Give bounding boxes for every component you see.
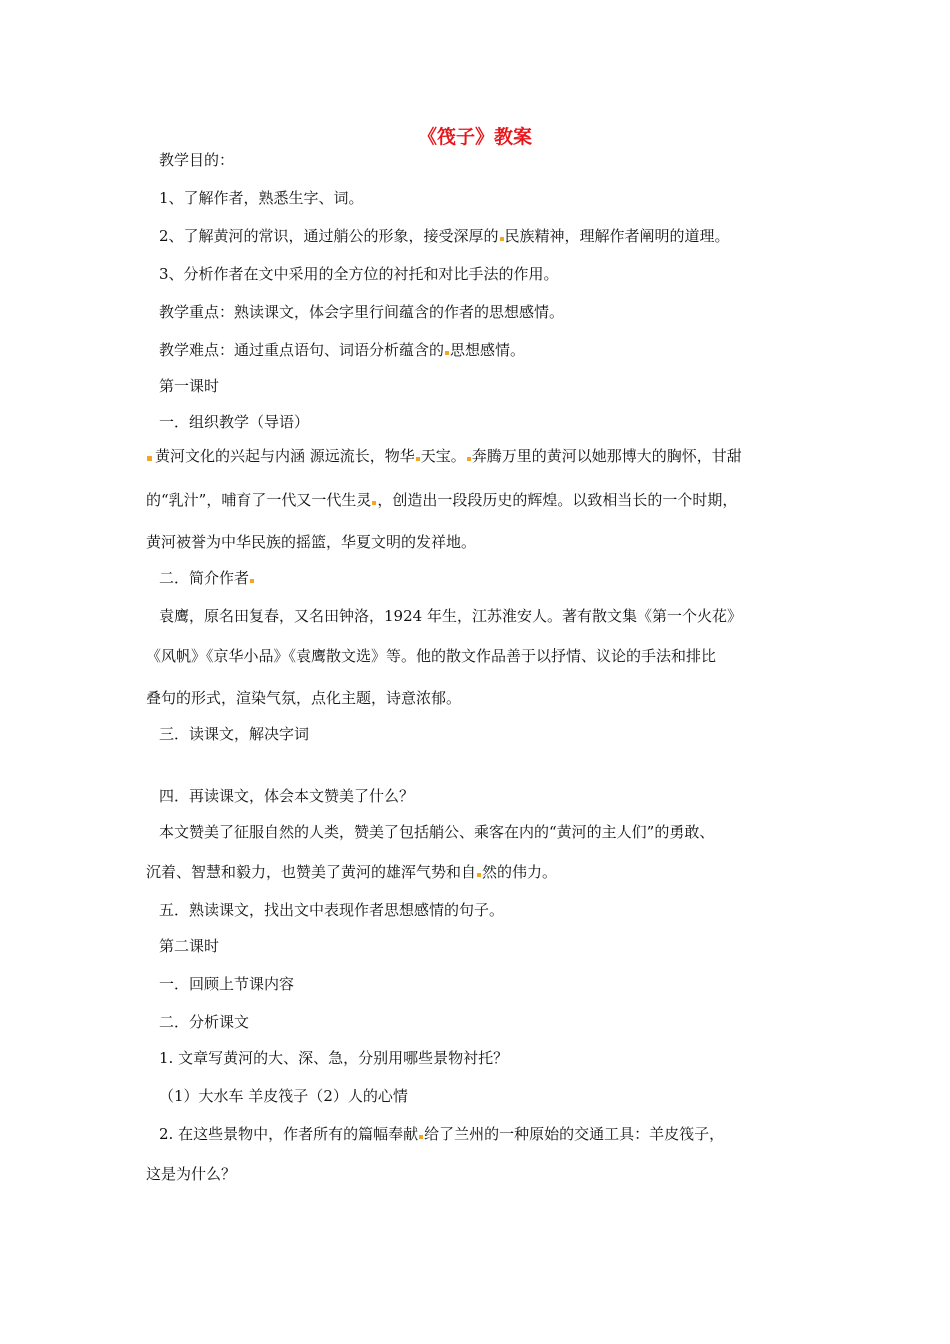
document-title: 《筏子》教案 <box>417 126 532 148</box>
section-organize-teaching: 一．组织教学（导语） <box>159 413 310 431</box>
answer-1: （1）大水车 羊皮筏子（2）人的心情 <box>159 1087 408 1105</box>
section-analyze-text: 二．分析课文 <box>159 1013 250 1031</box>
edit-marker <box>250 579 254 583</box>
question-1: 1. 文章写黄河的大、深、急，分别用哪些景物衬托？ <box>159 1049 509 1067</box>
lesson-one-heading: 第一课时 <box>159 377 220 395</box>
section-author-intro: 二．简介作者 <box>159 568 255 588</box>
author-paragraph-line-3: 叠句的形式，渲染气氛，点化主题，诗意浓郁。 <box>146 689 462 707</box>
teaching-objectives-heading: 教学目的： <box>159 151 235 169</box>
section-review: 一．回顾上节课内容 <box>159 975 295 993</box>
intro-paragraph-line-1: 黄河文化的兴起与内涵 源远流长，物华 天宝。 奔腾万里的黄河以她那博大的胸怀，甘甜 <box>146 446 742 466</box>
question-2-line-1: 2. 在这些景物中，作者所有的篇幅奉献 给了兰州的一种原始的交通工具：羊皮筏子， <box>159 1125 725 1143</box>
section-read-words: 三．读课文，解决字词 <box>159 725 310 743</box>
edit-marker <box>147 456 152 461</box>
intro-paragraph-line-2: 的“乳汁”，哺育了一代又一代生灵 ，创造出一段段历史的辉煌。以致相当长的一个时期， <box>146 491 738 509</box>
teaching-difficulty: 教学难点：通过重点语句、词语分析蕴含的 思想感情。 <box>159 341 526 359</box>
author-paragraph-line-2: 《风帆》《京华小品》《袁鹰散文选》等。他的散文作品善于以抒情、议论的手法和排比 <box>146 647 717 665</box>
teaching-focus: 教学重点：熟读课文，体会字里行间蕴含的作者的思想感情。 <box>159 303 565 321</box>
intro-paragraph-line-3: 黄河被誉为中华民族的摇篮，华夏文明的发祥地。 <box>146 533 477 551</box>
edit-marker <box>419 1135 423 1139</box>
lesson-two-heading: 第二课时 <box>159 937 220 955</box>
edit-marker <box>416 457 420 461</box>
edit-marker <box>477 873 481 877</box>
objective-1: 1、了解作者，熟悉生字、词。 <box>159 189 364 207</box>
praise-paragraph-line-2: 沉着、智慧和毅力，也赞美了黄河的雄浑气势和自 然的伟力。 <box>146 863 558 881</box>
section-find-sentences: 五．熟读课文，找出文中表现作者思想感情的句子。 <box>159 901 505 919</box>
edit-marker <box>372 501 376 505</box>
objective-2: 2、了解黄河的常识，通过艄公的形象，接受深厚的 民族精神，理解作者阐明的道理。 <box>159 227 730 245</box>
edit-marker <box>467 457 471 461</box>
objective-3: 3、分析作者在文中采用的全方位的衬托和对比手法的作用。 <box>159 265 559 283</box>
section-reread-praise: 四．再读课文，体会本文赞美了什么？ <box>159 787 415 805</box>
edit-marker <box>445 351 449 355</box>
praise-paragraph-line-1: 本文赞美了征服自然的人类，赞美了包括艄公、乘客在内的“黄河的主人们”的勇敢、 <box>159 823 715 841</box>
question-2-line-2: 这是为什么？ <box>146 1165 237 1183</box>
author-paragraph-line-1: 袁鹰，原名田复春，又名田钟洛，1924 年生，江苏淮安人。著有散文集《第一个火花》 <box>159 607 742 625</box>
edit-marker <box>500 237 504 241</box>
